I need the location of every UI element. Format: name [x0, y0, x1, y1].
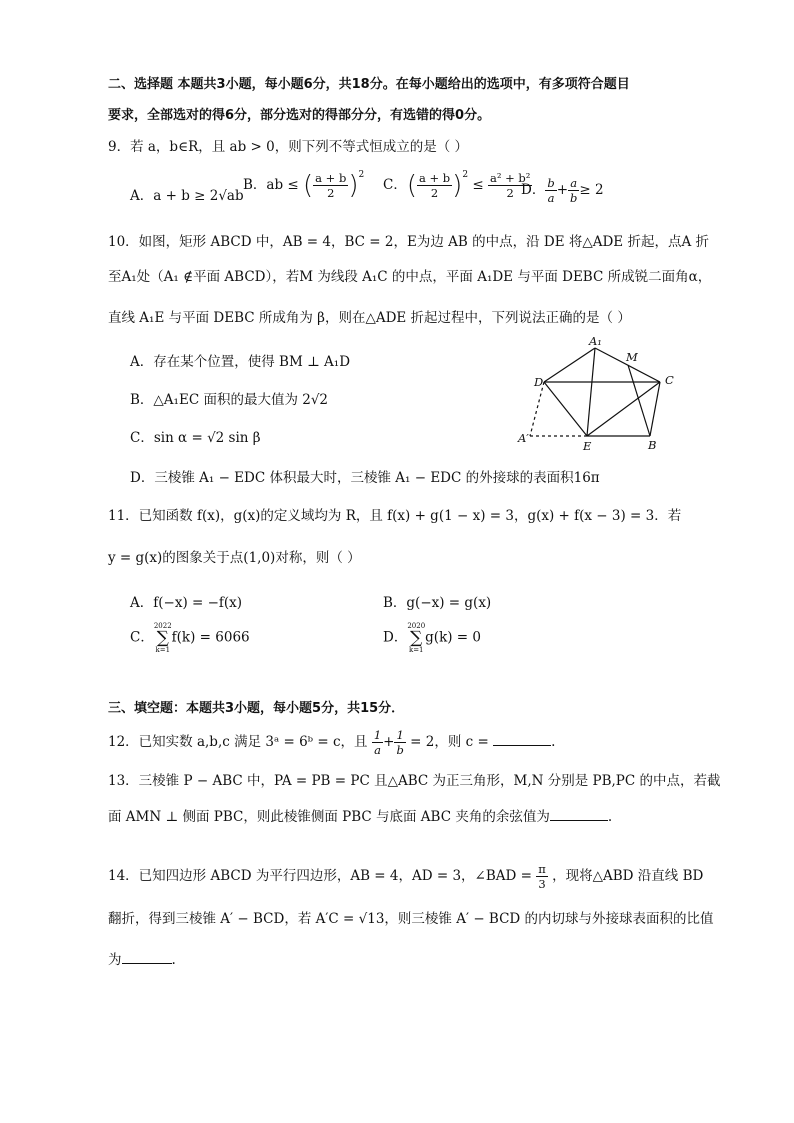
edge-da1 [544, 348, 595, 382]
q11-option-b: B．g(−x) = g(x) [383, 595, 492, 611]
q13-line1: 13．三棱锥 P − ABC 中，PA = PB = PC 且△ABC 为正三角形，M,N 分别是 PB,PC 的中点，若截 [108, 773, 721, 789]
q9-stem: 9．若 a，b∈R，且 ab > 0，则下列不等式恒成立的是（ ） [108, 139, 468, 155]
q9-option-b-fraction: $\frac{a + b}{2}$ [315, 171, 347, 200]
label-a1: A₁ [589, 334, 602, 348]
q10-option-c: C．sin α = √2 sin β [130, 430, 261, 446]
edge-bc [650, 382, 660, 436]
q11-line1: 11．已知函数 f(x)，g(x)的定义域均为 R，且 f(x) + g(1 − x) = 3，g(x) + f(x − 3) = 3．若 [108, 508, 682, 524]
q14-line1: 14．已知四边形 ABCD 为平行四边形，AB = 4，AD = 3，∠BAD = $\frac{\pi}{3}$ ，现将△ABD 沿直线 BD [108, 862, 704, 891]
label-a: A′ [518, 431, 529, 445]
q10-line2: 至A₁处（A₁ ∉平面 ABCD），若M 为线段 A₁C 的中点，平面 A₁DE 与平面 DEBC 所成锐二面角α， [108, 269, 712, 285]
section3-header: 三、填空题：本题共3小题，每小题5分，共15分． [108, 701, 405, 716]
label-e: E [583, 439, 592, 453]
q12: 12．已知实数 a,b,c 满足 3ᵃ = 6ᵇ = c，且 $\frac{1}{a}$ + $\frac{1}{b}$ = 2，则 c = . [108, 728, 556, 757]
q10-option-d: D．三棱锥 A₁ − EDC 体积最大时，三棱锥 A₁ − EDC 的外接球的表面积16π [130, 470, 600, 486]
q14-line2: 翻折，得到三棱锥 A′ − BCD，若 A′C = √13，则三棱锥 A′ − BCD 的内切球与外接球表面积的比值 [108, 911, 714, 927]
q10-option-b: B．△A₁EC 面积的最大值为 2√2 [130, 392, 329, 408]
label-b: B [648, 438, 657, 452]
label-d: D [534, 375, 544, 389]
section2-header-line1: 二、选择题 本题共3小题，每小题6分，共18分。在每小题给出的选项中，有多项符合题目 [108, 77, 630, 92]
edge-de [544, 382, 587, 436]
q9-option-c: C．( $\frac{a + b}{2}$ )$^2$ ≤ $\frac{\text{a² + b²}}{2}$ [383, 170, 531, 201]
q12-answer-blank[interactable] [493, 733, 551, 746]
q10-line3: 直线 A₁E 与平面 DEBC 所成角为 β，则在△ADE 折起过程中，下列说法正确的是（ ） [108, 310, 631, 326]
q9-option-d: D． $\frac{b}{a}$ + $\frac{a}{b}$ ≥ 2 [521, 176, 604, 205]
q14-answer-blank[interactable] [122, 951, 172, 964]
q14-line3: 为 . [108, 952, 176, 968]
q10-option-a: A．存在某个位置，使得 BM ⊥ A₁D [130, 354, 351, 370]
q11-option-c: C．2022 ∑ k=1f(k) = 6066 [130, 622, 250, 654]
q10-figure [512, 332, 697, 454]
q13-line2: 面 AMN ⊥ 侧面 PBC，则此棱锥侧面 PBC 与底面 ABC 夹角的余弦值为 . [108, 809, 613, 825]
q11-sum-c: 2022 ∑ k=1 [153, 622, 172, 654]
q11-option-d: D．2020 ∑ k=1g(k) = 0 [383, 622, 481, 654]
q13-answer-blank[interactable] [550, 808, 608, 821]
q10-line1: 10．如图，矩形 ABCD 中，AB = 4，BC = 2，E为边 AB 的中点，沿 DE 将△ADE 折起，点A 折 [108, 234, 709, 250]
q11-option-a: A．f(−x) = −f(x) [130, 595, 243, 611]
edge-ec [587, 382, 660, 436]
edge-da-dashed [530, 382, 544, 436]
q14-fraction: $\frac{\pi}{3}$ [538, 862, 546, 891]
q9-option-b: B．ab ≤ ( $\frac{a + b}{2}$ )$^2$ [243, 170, 365, 201]
q9-option-a: A．a + b ≥ 2√ab [130, 188, 244, 204]
q9-option-c-lhs: $\frac{a + b}{2}$ [419, 171, 451, 200]
label-c: C [665, 373, 674, 387]
label-m: M [626, 350, 638, 364]
q11-line2: y = g(x)的图象关于点(1,0)对称，则（ ） [108, 550, 361, 566]
q11-sum-d: 2020 ∑ k=1 [407, 622, 426, 654]
edge-a1e [587, 348, 595, 436]
q9-option-b-prefix: B．ab ≤ [243, 177, 299, 193]
section2-header-line2: 要求，全部选对的得6分，部分选对的得部分分，有选错的得0分。 [108, 108, 491, 123]
q9-option-c-rhs: $\frac{\text{a² + b²}}{2}$ [489, 171, 531, 200]
